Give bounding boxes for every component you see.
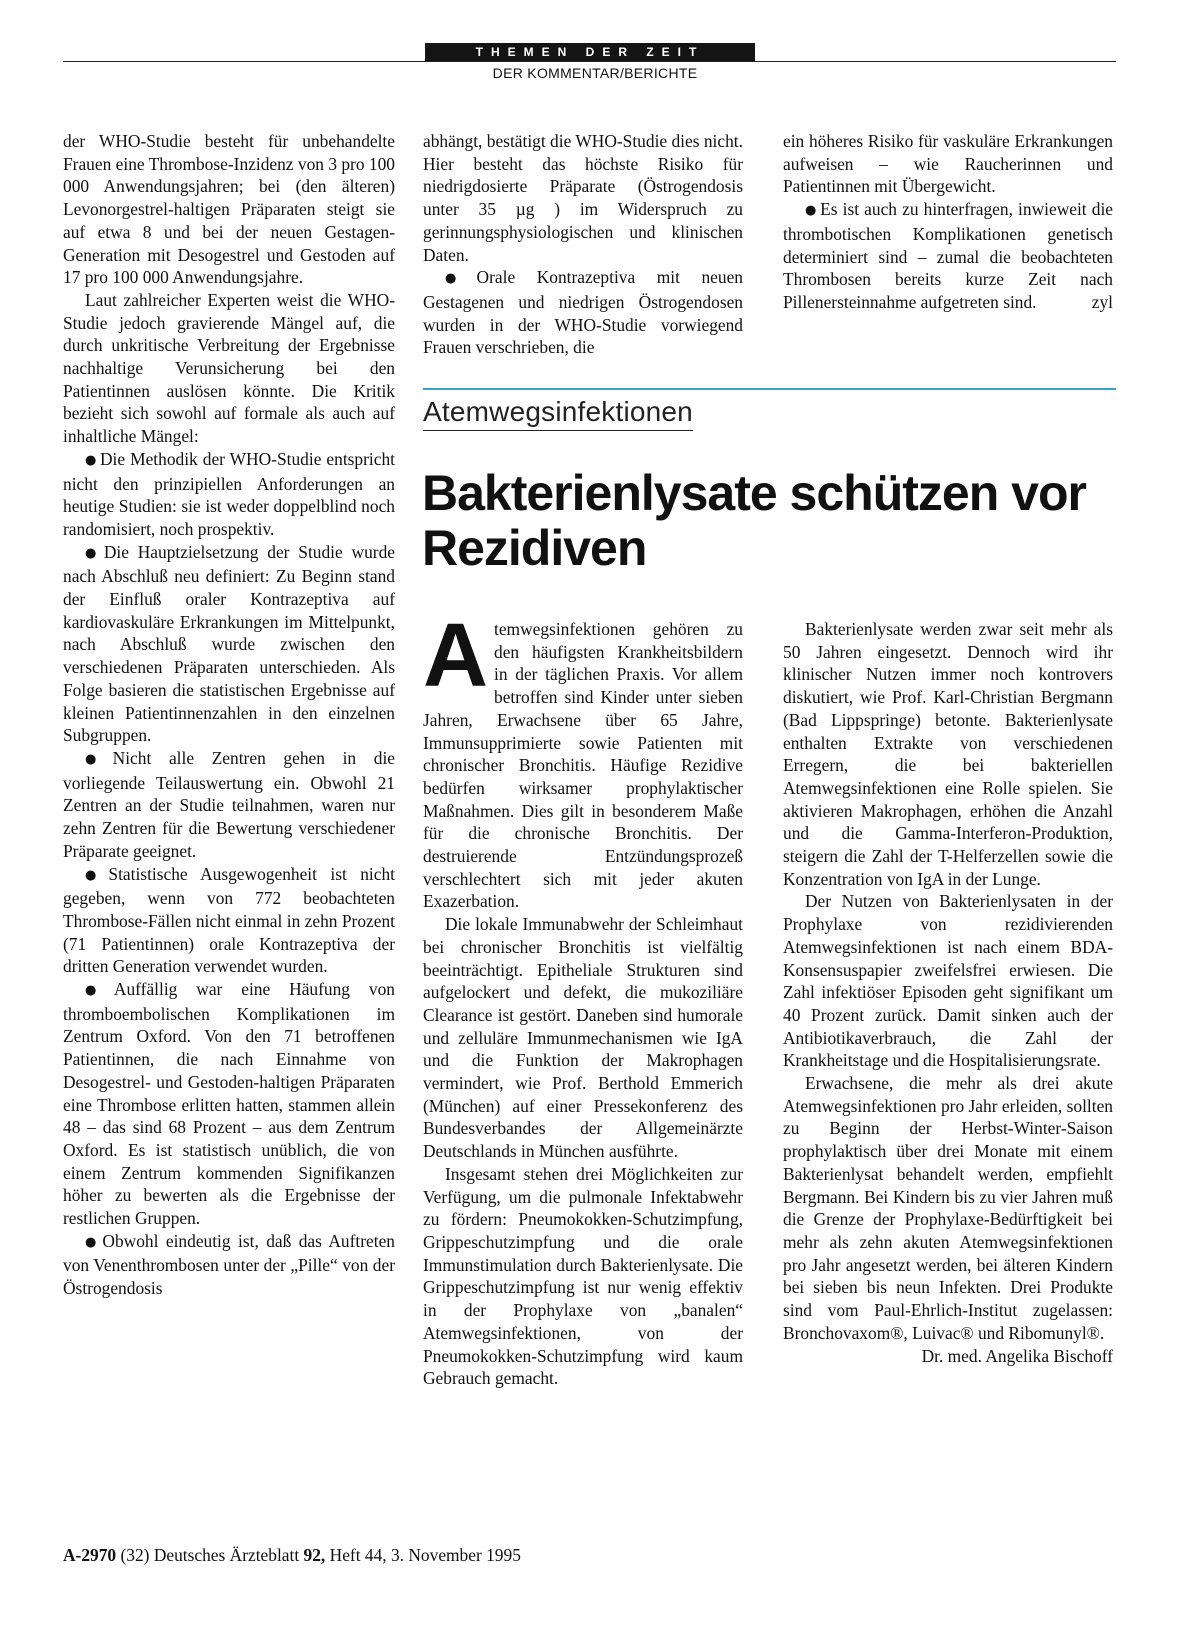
paragraph: abhängt, bestätigt die WHO-Studie dies nicht. Hier besteht das höchste Risiko für niedrigdosierte Präparate (Östrogendosis unter 35 µg ) im Widerspruch zu gerinnungsphysiologischen und klinischen Daten. (423, 131, 743, 265)
column-3 (783, 130, 1113, 314)
article-headline: Bakterienlysate schützen vor Rezidiven (422, 465, 1086, 576)
drop-cap: A (423, 606, 488, 706)
section-band: THEMEN DER ZEIT (425, 43, 755, 61)
paragraph: temwegsinfektionen gehören zu den häufigsten Krankheitsbildern in der täglichen Praxis. Vor allem betroffen sind Kinder unter sieben Jahren, Erwachsene über 65 Jahre, Immunsupprimierte sowie Patienten mit chronischer Bronchitis. Häufige Rezidive bedürfen wirksamer prophylaktischer Maßnahmen. Dies gilt in besonderem Maße für die chronische Bronchitis. Der destruierende Entzündungsprozeß verschlechtert sich mit jeder akuten Exazerbation. (423, 619, 743, 912)
bullet-text: Die Methodik der WHO-Studie entspricht nicht den prinzipiellen Anforderungen an heutige Studien: sie ist weder doppelblind noch randomisiert, noch prospektiv. (63, 448, 395, 539)
bullet-text: Es ist auch zu hinterfragen, inwieweit die thrombotischen Komplikationen genetisch determiniert sind – zumal die beobachteten Thrombosen bereits kurze Zeit nach Pillenersteinnahme aufgetreten sind. (783, 199, 1113, 312)
paragraph: ein höheres Risiko für vaskuläre Erkrankungen aufweisen – wie Raucherinnen und Patientinnen mit Übergewicht. (783, 131, 1113, 197)
page-number: A-2970 (63, 1545, 117, 1565)
paragraph: Laut zahlreicher Experten weist die WHO-Studie jedoch gravierende Mängel auf, die durch unkritische Verbreitung der Ergebnisse nachhaltige Verunsicherung bei den Patientinnen auslösen könnte. Die Kritik bezieht sich sowohl auf formale als auch auf inhaltliche Mängel: (63, 289, 395, 447)
article-column-1 (423, 606, 743, 1390)
paragraph: Erwachsene, die mehr als drei akute Atemwegsinfektionen pro Jahr erleiden, sollten zu Beginn der Herbst-Winter-Saison prophylaktisch über drei Monate mit einem Bakterienlysat behandelt werden, empfiehlt Bergmann. Bei Kindern bis zu vier Jahren muß die Grenze der Prophylaxe-Bedürftigkeit bei mehr als zehn akuten Atemwegsinfektionen pro Jahr angesetzt werden, bei älteren Kindern bei sieben bis neun Infekten. Drei Produkte sind vom Paul-Ehrlich-Institut zugelassen: Bronchovaxom®, Luivac® und Ribomunyl®. (783, 1073, 1113, 1343)
header-rule (63, 61, 1116, 62)
paragraph: Insgesamt stehen drei Möglichkeiten zur Verfügung, um die pulmonale Infektabwehr zu fördern: Pneumokokken-Schutzimpfung, Grippeschutzimpfung und die orale Immunstimulation durch Bakterienlysate. Die Grippeschutzimpfung ist nur wenig effektiv in der Prophylaxe von „banalen“ Atemwegsinfektionen, von der Pneumokokken-Schutzimpfung wird kaum Gebrauch gemacht. (423, 1163, 743, 1389)
article-divider (423, 388, 1116, 390)
article-column-2 (783, 618, 1113, 1367)
bullet-icon: ● (85, 983, 111, 999)
paragraph: Bakterienlysate werden zwar seit mehr als 50 Jahren eingesetzt. Dennoch wird ihr klinischer Nutzen immer noch kontrovers diskutiert, wie Prof. Karl-Christian Bergmann (Bad Lippspringe) betonte. Bakterienlysate enthalten Extrakte von verschiedenen Erregern, die bei bakteriellen Atemwegsinfektionen eine Rolle spielen. Sie aktivieren Makrophagen, erhöhen die Anzahl und die Gamma-Interferon-Produktion, steigern die Zahl der T-Helferzellen sowie die Konzentration von IgA in der Lunge. (783, 619, 1113, 889)
bullet-icon: ● (85, 1234, 100, 1250)
article-author: Dr. med. Angelika Bischoff (921, 1345, 1113, 1366)
column-2 (423, 130, 743, 359)
section-subtitle: DER KOMMENTAR/BERICHTE (492, 65, 698, 81)
bullet-icon: ● (445, 271, 474, 287)
column-1 (63, 130, 395, 1300)
bullet-text: Orale Kontrazeptiva mit neuen Gestagenen und niedrigen Östrogendosen wurden in der WHO-Studie vorwiegend Frauen verschrieben, die (423, 267, 743, 358)
bullet-icon: ● (85, 452, 97, 468)
bullet-icon: ● (805, 203, 818, 219)
paragraph: der WHO-Studie besteht für unbehandelte Frauen eine Thrombose-Inzidenz von 3 pro 100 000 Anwendungsjahren; bei (den älteren) Levonorgestrel-haltigen Präparaten steigt sie auf etwa 8 und bei der neuen Gestagen-Generation mit Desogestrel und Gestoden auf 17 pro 100 000 Anwendungsjahre. (63, 131, 395, 288)
bullet-icon: ● (85, 751, 110, 767)
footer-issue: Heft 44, 3. November 1995 (329, 1545, 521, 1565)
bullet-text: Obwohl eindeutig ist, daß das Auftreten von Venenthrombosen unter der „Pille“ von der Östrogendosis (63, 1230, 396, 1299)
bullet-text: Die Hauptzielsetzung der Studie wurde nach Abschluß neu definiert: Zu Beginn stand der Einfluß oraler Kontrazeptiva auf kardiovaskuläre Erkrankungen im Mittelpunkt, nach Abschluß wurde zwischen den verschiedenen Präparaten unterschieden. Als Folge basieren die statistischen Ergebnisse auf kleinen Patientinnenzahlen in den einzelnen Subgruppen. (63, 541, 395, 746)
bullet-text: Statistische Ausgewogenheit ist nicht gegeben, wenn von 772 beobachteten Thrombose-Fällen nicht einmal in zehn Prozent (71 Patientinnen) orale Kontrazeptiva der dritten Generation verwendet wurden. (63, 863, 396, 977)
bullet-icon: ● (85, 545, 101, 561)
paragraph: Der Nutzen von Bakterienlysaten in der Prophylaxe von rezidivierenden Atemwegsinfektionen ist nach einem BDA-Konsensuspapier zweifelsfrei erwiesen. Die Zahl infektiöser Episoden geht signifikant um 40 Prozent zurück. Damit sinken auch der Antibiotikaverbrauch, die Zahl der Krankheitstage und die Hospitalisierungsrate. (783, 891, 1113, 1071)
bullet-text: Auffällig war eine Häufung von thromboembolischen Komplikationen im Zentrum Oxford. Von den 71 betroffenen Patientinnen, die nach Einnahme von Desogestrel- und Gestoden-haltigen Präparaten eine Thrombose erlitten hatten, stammen allein 48 – das sind 68 Prozent – aus dem Zentrum Oxford. Es ist statistisch unüblich, die von einem Zentrum kommenden Signifikanzen höher zu bewerten als die Ergebnisse der restlichen Gruppen. (63, 979, 396, 1229)
bullet-icon: ● (85, 867, 106, 883)
footer-volume: 92, (303, 1545, 326, 1565)
paragraph: Die lokale Immunabwehr der Schleimhaut bei chronischer Bronchitis ist vielfältig beeinträchtigt. Epitheliale Strukturen sind aufgelockert und defekt, die mukoziliäre Clearance ist gestört. Daneben sind humorale und zelluläre Immunmechanismen wie IgA und die Funktion der Makrophagen vermindert, wie Prof. Berthold Emmerich (München) auf einer Pressekonferenz des Bundesverbandes der Allgemeinärzte Deutschlands in München ausführte. (423, 914, 743, 1162)
article-section-label: Atemwegsinfektionen (423, 396, 693, 431)
bullet-text: Nicht alle Zentren gehen in die vorliegende Teilauswertung ein. Obwohl 21 Zentren an der Studie teilnahmen, waren nur zehn Zentren für die Bewertung verschiedener Präparate geeignet. (63, 747, 395, 861)
author-initials: zyl (1091, 291, 1113, 312)
page-footer (63, 1545, 521, 1566)
footer-journal: (32) Deutsches Ärzteblatt (120, 1545, 300, 1565)
